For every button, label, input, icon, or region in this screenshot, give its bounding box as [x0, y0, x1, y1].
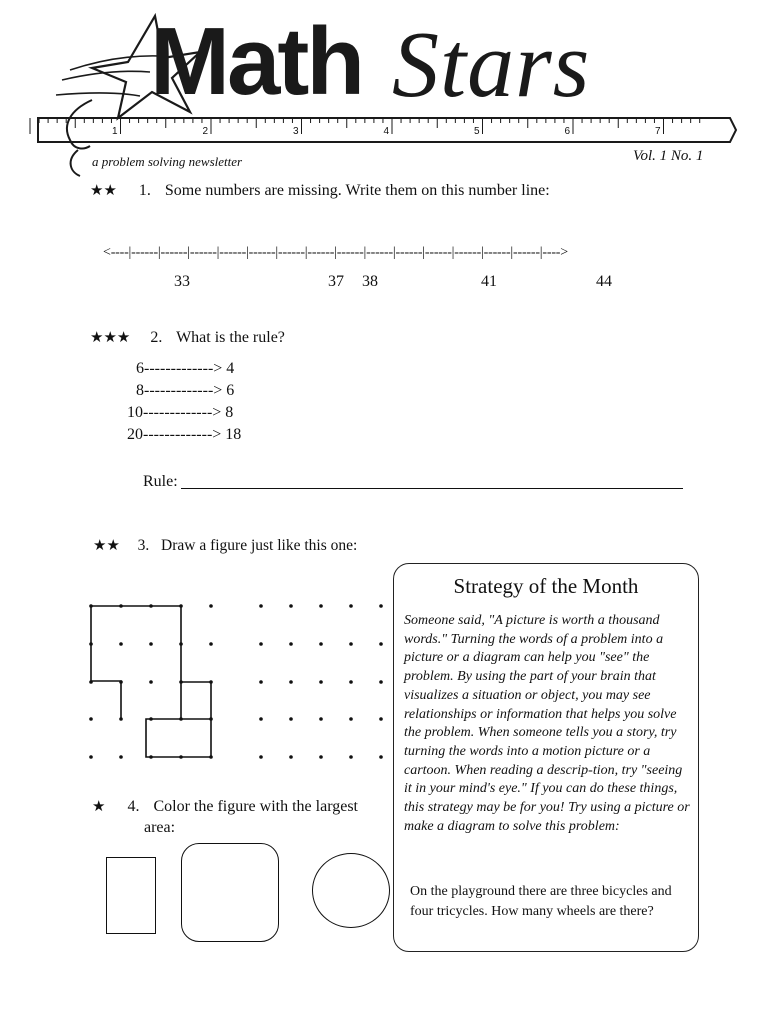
question-number: 1. [138, 182, 151, 199]
grid-dot [119, 755, 123, 759]
grid-dot [89, 717, 93, 721]
grid-dot [289, 642, 293, 646]
grid-dot [289, 717, 293, 721]
number-line-label: 37 [328, 273, 344, 290]
question-number: 2. [150, 329, 163, 346]
number-line: <----|------|------|------|------|------|------|------|------|------|------|------|------|------|------|----> [103, 245, 568, 260]
difficulty-stars: ★★★ [90, 328, 131, 346]
masthead [0, 0, 768, 180]
rule-row: 6-------------> 4 [136, 360, 235, 377]
difficulty-stars: ★ [92, 797, 106, 815]
grid-dot [149, 680, 153, 684]
number-line-label: 41 [481, 273, 497, 290]
title-math: Math [150, 8, 362, 115]
grid-dot [349, 604, 353, 608]
rule-row: 8-------------> 6 [136, 382, 235, 399]
grid-dot [209, 604, 213, 608]
newsletter-subtitle: a problem solving newsletter [92, 154, 243, 169]
grid-dot [349, 755, 353, 759]
grid-dot [379, 642, 383, 646]
rounded-square-shape[interactable] [181, 843, 279, 942]
grid-dot [319, 642, 323, 646]
grid-dot [379, 680, 383, 684]
rule-row: 10-------------> 8 [127, 404, 234, 421]
ruler-number: 6 [564, 126, 571, 137]
grid-dot [259, 680, 263, 684]
number-line-label: 44 [596, 273, 612, 290]
grid-dot [289, 680, 293, 684]
question-number: 3. [137, 537, 150, 554]
ruler-number: 4 [383, 126, 390, 137]
q1-heading [90, 180, 550, 201]
grid-dot [259, 717, 263, 721]
number-line-label: 38 [362, 273, 378, 290]
grid-dot [89, 755, 93, 759]
rule-row: 20-------------> 18 [127, 426, 242, 443]
grid-dot [379, 755, 383, 759]
grid-dot [319, 755, 323, 759]
grid-dot [119, 642, 123, 646]
volume-number: Vol. 1 No. 1 [633, 148, 704, 164]
grid-dot [259, 642, 263, 646]
dot-grid-figure [80, 595, 400, 770]
strategy-problem: On the playground there are three bicycles and four tricycles. How many wheels are there? [410, 884, 672, 919]
rule-answer-line[interactable] [181, 488, 683, 489]
rectangle-shape[interactable] [106, 857, 156, 934]
question-number: 4. [127, 798, 140, 815]
grid-dot [319, 717, 323, 721]
grid-dot [259, 755, 263, 759]
question-text: Draw a figure just like this one: [161, 537, 358, 554]
q3-heading [93, 535, 357, 556]
grid-dot [319, 604, 323, 608]
grid-dot [259, 604, 263, 608]
grid-dot [149, 642, 153, 646]
number-line-label: 33 [174, 273, 190, 290]
grid-dot [379, 717, 383, 721]
grid-dot [349, 680, 353, 684]
circle-shape[interactable] [312, 853, 390, 928]
grid-dot [289, 755, 293, 759]
rule-label: Rule: [143, 473, 178, 490]
ruler-number: 1 [112, 126, 118, 137]
question-text-continued: area: [144, 819, 176, 836]
question-text: What is the rule? [176, 329, 285, 346]
q2-heading [90, 327, 285, 348]
ruler-number: 2 [202, 126, 209, 137]
ruler-number: 7 [655, 126, 661, 137]
grid-dot [209, 642, 213, 646]
grid-dot [349, 717, 353, 721]
ruler-number: 5 [474, 126, 480, 137]
title-stars: Stars [392, 13, 591, 117]
grid-dot [289, 604, 293, 608]
grid-dot [349, 642, 353, 646]
strategy-title: Strategy of the Month [453, 574, 639, 598]
grid-dot [319, 680, 323, 684]
difficulty-stars: ★★ [90, 181, 117, 199]
grid-dot [379, 604, 383, 608]
difficulty-stars: ★★ [93, 536, 120, 554]
q4-heading [92, 796, 358, 817]
strategy-body: Someone said, "A picture is worth a thousand words." Turning the words of a problem into a picture or a diagram can help you "see" the problem. By using the part of your brain that visualizes a situation or object, you may see relationships or information that helps you solve the problem. When someone tells you a story, try turning the words into a motion picture or a cartoon. When reading a descrip-tion, try "seeing it in your mind's eye." If you can do these things, this strategy may be for you! Try using a picture or make a diagram to solve this problem: [404, 613, 690, 834]
question-text: Some numbers are missing. Write them on this number line: [164, 182, 550, 199]
strategy-box [393, 563, 699, 952]
ruler-number: 3 [293, 126, 299, 137]
question-text: Color the figure with the largest [153, 798, 358, 815]
